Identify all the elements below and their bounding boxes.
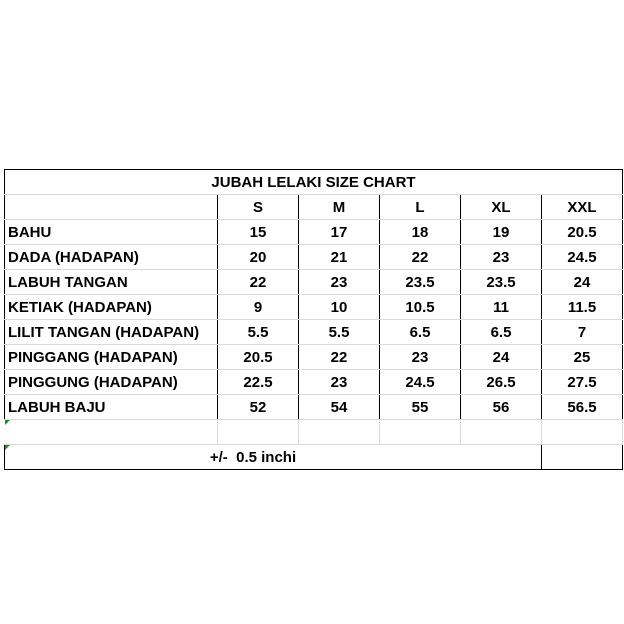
- size-chart-sheet: [4, 169, 623, 470]
- value-cell: 20: [218, 245, 299, 270]
- size-chart-table: [4, 169, 623, 470]
- value-cell: 22: [380, 245, 461, 270]
- table-row: [5, 220, 623, 245]
- value-cell: 22: [299, 345, 380, 370]
- value-cell: 55: [380, 395, 461, 420]
- row-label: PINGGUNG (HADAPAN): [5, 370, 218, 395]
- value-cell: 24: [461, 345, 542, 370]
- title-row: [5, 170, 623, 195]
- row-label: BAHU: [5, 220, 218, 245]
- value-cell: 23.5: [380, 270, 461, 295]
- size-header: S: [218, 195, 299, 220]
- value-cell: 56.5: [542, 395, 623, 420]
- value-cell: 10.5: [380, 295, 461, 320]
- value-cell: 11.5: [542, 295, 623, 320]
- value-cell: 24: [542, 270, 623, 295]
- value-cell: 26.5: [461, 370, 542, 395]
- row-label: PINGGANG (HADAPAN): [5, 345, 218, 370]
- tolerance-text: +/- 0.5 inchi: [209, 448, 297, 466]
- row-label: LILIT TANGAN (HADAPAN): [5, 320, 218, 345]
- value-cell: 20.5: [218, 345, 299, 370]
- row-label: LABUH TANGAN: [5, 270, 218, 295]
- size-header-row: [5, 195, 623, 220]
- value-cell: 24.5: [380, 370, 461, 395]
- table-row: [5, 320, 623, 345]
- value-cell: 54: [299, 395, 380, 420]
- empty-cell: [461, 420, 542, 445]
- value-cell: 23: [299, 370, 380, 395]
- value-cell: 56: [461, 395, 542, 420]
- value-cell: 23.5: [461, 270, 542, 295]
- table-row: [5, 295, 623, 320]
- table-row: [5, 245, 623, 270]
- size-header: L: [380, 195, 461, 220]
- size-header: M: [299, 195, 380, 220]
- row-label: LABUH BAJU: [5, 395, 218, 420]
- value-cell: 27.5: [542, 370, 623, 395]
- value-cell: 22: [218, 270, 299, 295]
- value-cell: 9: [218, 295, 299, 320]
- table-row: [5, 345, 623, 370]
- value-cell: 10: [299, 295, 380, 320]
- empty-cell: [218, 420, 299, 445]
- value-cell: 5.5: [299, 320, 380, 345]
- row-label: DADA (HADAPAN): [5, 245, 218, 270]
- value-cell: 20.5: [542, 220, 623, 245]
- size-header: XL: [461, 195, 542, 220]
- value-cell: 25: [542, 345, 623, 370]
- empty-cell: [542, 420, 623, 445]
- table-row: [5, 395, 623, 420]
- value-cell: 6.5: [461, 320, 542, 345]
- cell-marker-icon: [5, 420, 10, 425]
- table-row: [5, 370, 623, 395]
- cell-marker-icon: [5, 445, 10, 450]
- value-cell: 5.5: [218, 320, 299, 345]
- value-cell: 6.5: [380, 320, 461, 345]
- tolerance-row: [5, 445, 623, 470]
- value-cell: 23: [299, 270, 380, 295]
- value-cell: 21: [299, 245, 380, 270]
- chart-title: JUBAH LELAKI SIZE CHART: [5, 170, 623, 195]
- empty-cell: [5, 420, 218, 445]
- value-cell: 24.5: [542, 245, 623, 270]
- value-cell: 11: [461, 295, 542, 320]
- value-cell: 23: [461, 245, 542, 270]
- value-cell: 17: [299, 220, 380, 245]
- corner-cell: [5, 195, 218, 220]
- value-cell: 52: [218, 395, 299, 420]
- row-label: KETIAK (HADAPAN): [5, 295, 218, 320]
- empty-cell: [299, 420, 380, 445]
- value-cell: 19: [461, 220, 542, 245]
- empty-cell: [380, 420, 461, 445]
- value-cell: 23: [380, 345, 461, 370]
- empty-cell: [542, 445, 623, 470]
- value-cell: 18: [380, 220, 461, 245]
- tolerance-note: [5, 445, 542, 470]
- value-cell: 22.5: [218, 370, 299, 395]
- table-row: [5, 270, 623, 295]
- empty-row: [5, 420, 623, 445]
- size-header: XXL: [542, 195, 623, 220]
- value-cell: 15: [218, 220, 299, 245]
- value-cell: 7: [542, 320, 623, 345]
